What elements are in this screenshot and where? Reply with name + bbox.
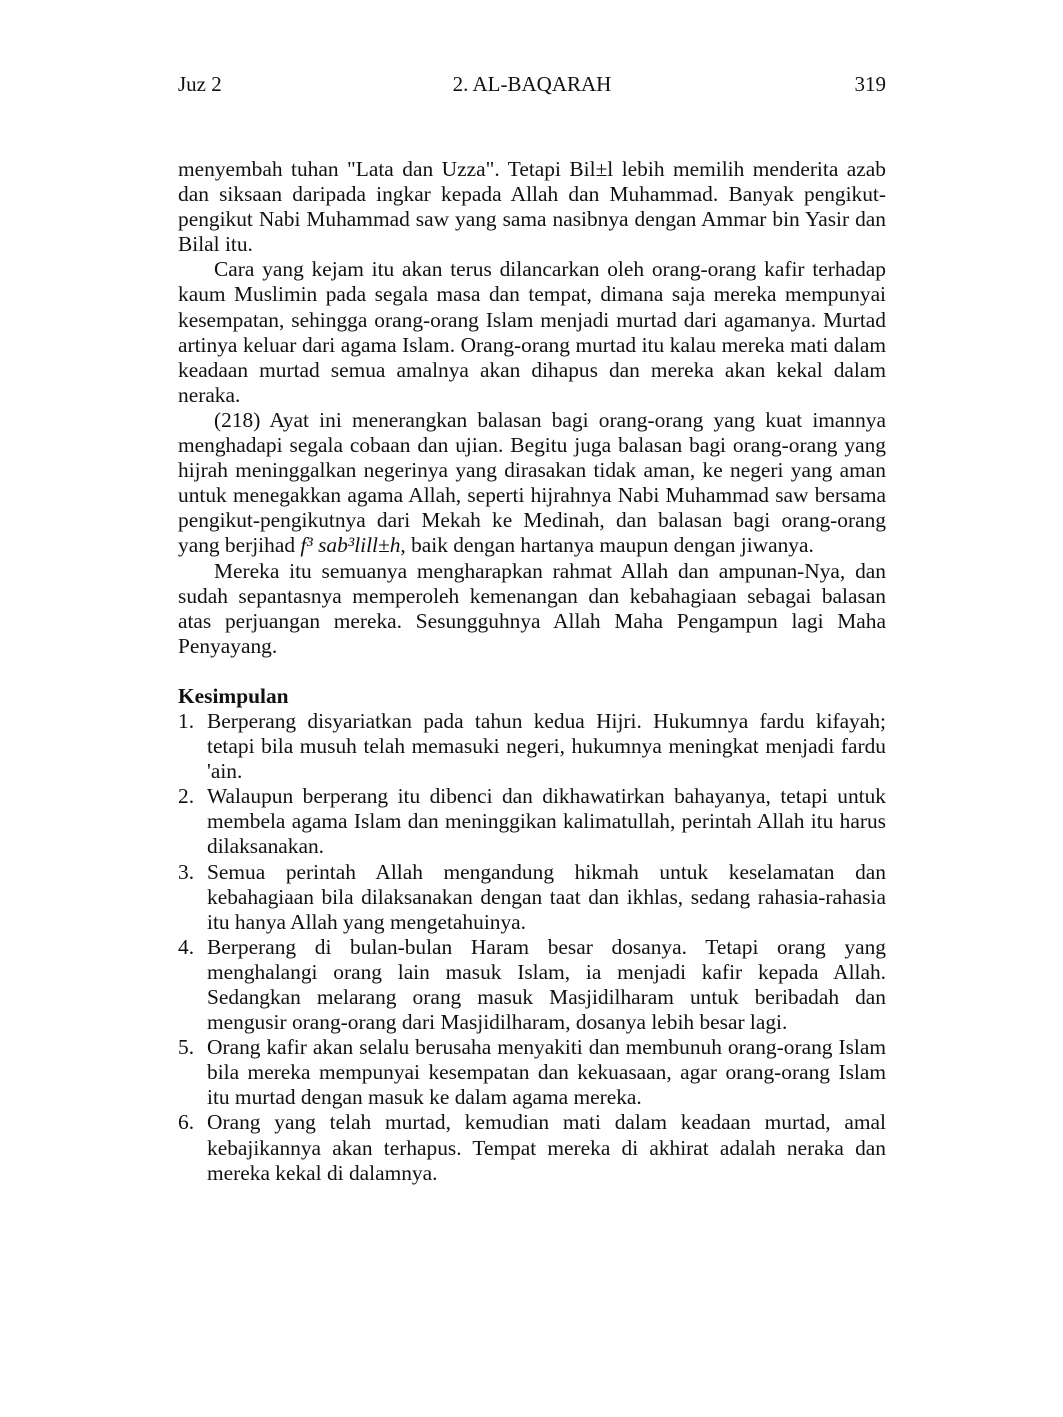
conclusion-item (178, 1035, 886, 1110)
conclusion-item (178, 709, 886, 784)
paragraph-3-text-end: , baik dengan hartanya maupun dengan jiwanya. (400, 533, 814, 558)
paragraph-2: Cara yang kejam itu akan terus dilancarkan oleh orang-orang kafir terhadap kaum Muslimin pada segala masa dan tempat, dimana saja mereka mempunyai kesempatan, sehingga orang-orang Islam menjadi murtad dari agamanya. Murtad artinya keluar dari agama Islam. Orang-orang murtad itu kalau mereka mati dalam keadaan murtad semua amalnya akan dihapus dan mereka akan kekal dalam neraka. (178, 257, 886, 407)
section-spacer (178, 659, 886, 684)
conclusion-item-text: Walaupun berperang itu dibenci dan dikhawatirkan bahayanya, tetapi untuk membela agama Islam dan meninggikan kalimatullah, perintah Allah itu harus dilaksanakan. (207, 784, 886, 859)
paragraph-3-transliteration: f³ sab³lill±h (300, 533, 401, 558)
paragraph-3 (178, 408, 886, 559)
running-header (178, 70, 886, 100)
paragraph-4: Mereka itu semuanya mengharapkan rahmat Allah dan ampunan-Nya, dan sudah sepantasnya memperoleh kemenangan dan kebahagiaan sebagai balasan atas perjuangan mereka. Sesungguhnya Allah Maha Pengampun lagi Maha Penyayang. (178, 558, 886, 658)
conclusion-item (178, 860, 886, 935)
conclusion-item-number: 6. (178, 1110, 195, 1135)
paragraph-3-text-start: (218) Ayat ini menerangkan balasan bagi orang-orang yang kuat imannya menghadapi segala cobaan dan ujian. Begitu juga balasan bagi orang-orang yang hijrah meninggalkan negerinya yang dirasakan tidak aman, ke negeri yang aman untuk menegakkan agama Allah, seperti hijrahnya Nabi Muhammad saw bersama pengikut-pengikutnya dari Mekah ke Medinah, dan balasan bagi orang-orang yang berjihad (178, 407, 886, 558)
header-page-number: 319 (854, 72, 886, 96)
conclusion-item-number: 5. (178, 1035, 195, 1060)
paragraph-1: menyembah tuhan "Lata dan Uzza". Tetapi Bil±l lebih memilih menderita azab dan siksaan daripada ingkar kepada Allah dan Muhammad. Banyak pengikut-pengikut Nabi Muhammad saw yang sama nasibnya dengan Ammar bin Yasir dan Bilal itu. (178, 157, 886, 257)
conclusion-item-text: Orang yang telah murtad, kemudian mati dalam keadaan murtad, amal kebajikannya akan terhapus. Tempat mereka di akhirat adalah neraka dan mereka kekal di dalamnya. (207, 1110, 886, 1185)
conclusion-list (178, 709, 886, 1186)
conclusion-item (178, 1110, 886, 1185)
conclusion-item-text: Orang kafir akan selalu berusaha menyakiti dan membunuh orang-orang Islam bila mereka mempunyai kesempatan dan kekuasaan, agar orang-orang Islam itu murtad dengan masuk ke dalam agama mereka. (207, 1035, 886, 1110)
conclusion-item (178, 935, 886, 1035)
conclusion-item-number: 4. (178, 934, 195, 959)
conclusion-heading: Kesimpulan (178, 683, 289, 708)
conclusion-item-number: 2. (178, 784, 195, 809)
conclusion-item-number: 3. (178, 859, 195, 884)
header-surah-title: 2. AL-BAQARAH (452, 72, 612, 96)
conclusion-item (178, 784, 886, 859)
conclusion-item-text: Berperang di bulan-bulan Haram besar dosanya. Tetapi orang yang menghalangi orang lain masuk Islam, ia menjadi kafir kepada Allah. Sedangkan melarang orang masuk Masjidilharam untuk beribadah dan mengusir orang-orang dari Masjidilharam, dosanya lebih besar lagi. (207, 934, 886, 1035)
conclusion-item-text: Semua perintah Allah mengandung hikmah untuk keselamatan dan kebahagiaan bila dilaksanakan dengan taat dan ikhlas, sedang rahasia-rahasia itu hanya Allah yang mengetahuinya. (207, 859, 886, 934)
header-juz: Juz 2 (178, 72, 222, 96)
conclusion-item-text: Berperang disyariatkan pada tahun kedua Hijri. Hukumnya fardu kifayah; tetapi bila musuh telah memasuki negeri, hukumnya meningkat menjadi fardu 'ain. (207, 708, 886, 784)
body-text (178, 157, 886, 1186)
conclusion-item-number: 1. (178, 708, 195, 733)
